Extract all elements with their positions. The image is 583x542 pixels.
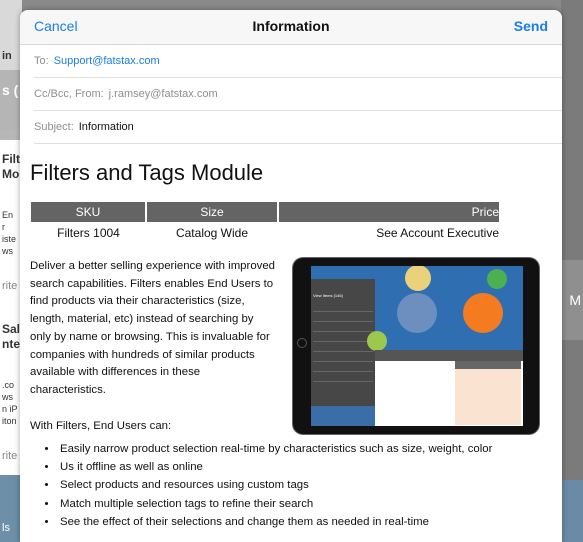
- header-price: Price: [278, 202, 499, 222]
- cell-size: Catalog Wide: [175, 226, 249, 240]
- background-left-strip: [0, 0, 22, 542]
- list-intro: With Filters, End Users can:: [30, 420, 172, 432]
- bg-fragment: ws: [2, 246, 13, 256]
- to-recipient[interactable]: Support@fatstax.com: [53, 55, 160, 67]
- tablet-lower-panel: [375, 361, 523, 426]
- cell-price: See Account Executive: [376, 226, 499, 240]
- bg-fragment: rite: [2, 450, 18, 462]
- bg-fragment: r: [2, 222, 5, 232]
- bg-fragment: nte: [2, 337, 20, 351]
- to-label: To:: [34, 55, 49, 67]
- bg-fragment: s (: [2, 82, 19, 98]
- tablet-screenshot: [293, 258, 539, 434]
- bg-fragment: En: [2, 210, 14, 220]
- tablet-sidebar-header: View Items (146): [313, 293, 343, 298]
- feature-list: [30, 440, 562, 531]
- subject-field[interactable]: [34, 111, 562, 144]
- list-item: • Easily narrow product selection real-time by characteristics such as size, weight, color: [58, 440, 562, 458]
- bg-fragment: in: [2, 50, 12, 62]
- navigation-bar: [20, 10, 562, 45]
- background-right-strip: [561, 0, 583, 542]
- home-button-icon: [297, 338, 307, 348]
- spec-table-header: [31, 202, 499, 222]
- bg-fragment: ls: [2, 522, 10, 534]
- compose-email-sheet: [20, 10, 562, 542]
- header-size: Size: [146, 202, 278, 222]
- list-item: • Us it offline as well as online: [58, 458, 562, 476]
- description-paragraph: Deliver a better selling experience with improved search capabilities. Filters enables End Users to find products via their characteristics (size, length, material, etc) instead of searching by only by name or browsing. This is invaluable for companies with hundreds of similar products available with differences in these characteristics.: [30, 260, 276, 396]
- cc-label: Cc/Bcc, From:: [34, 88, 104, 100]
- bg-fragment: Sal: [2, 322, 21, 336]
- tablet-screen: [311, 266, 523, 426]
- bg-fragment: iton: [2, 416, 17, 426]
- cell-sku: Filters 1004: [57, 226, 120, 240]
- subject-label: Subject:: [34, 121, 74, 133]
- bg-fragment: Mo: [2, 167, 20, 181]
- bg-fragment: iste: [2, 234, 17, 244]
- bg-fragment: n iP: [2, 404, 18, 414]
- bg-fragment: ws: [2, 392, 13, 402]
- subject-input[interactable]: Information: [78, 121, 134, 133]
- body-content: [30, 258, 552, 542]
- email-body[interactable]: [20, 160, 562, 542]
- to-field[interactable]: [34, 45, 562, 78]
- spec-table: [31, 202, 499, 244]
- header-sku: SKU: [31, 202, 146, 222]
- cancel-button[interactable]: Cancel: [34, 18, 78, 34]
- tablet-main-area: [375, 279, 523, 361]
- tablet-filter-bar: [375, 350, 523, 361]
- bg-fragment: Filt: [2, 152, 20, 166]
- cc-bcc-from-field[interactable]: [34, 78, 562, 111]
- body-heading: Filters and Tags Module: [30, 160, 264, 185]
- send-button[interactable]: Send: [513, 18, 548, 34]
- tablet-sidebar: [311, 279, 375, 426]
- list-item: • Select products and resources using custom tags: [58, 476, 562, 494]
- bg-fragment: .co: [2, 380, 15, 390]
- bg-fragment: M: [569, 292, 581, 308]
- bg-fragment: rite: [2, 280, 18, 292]
- table-row: [31, 222, 499, 244]
- from-address[interactable]: j.ramsey@fatstax.com: [108, 88, 218, 100]
- list-item: • See the effect of their selections and change them as needed in real-time: [58, 513, 562, 531]
- sheet-title: Information: [252, 18, 330, 34]
- list-item: • Match multiple selection tags to refine their search: [58, 495, 562, 513]
